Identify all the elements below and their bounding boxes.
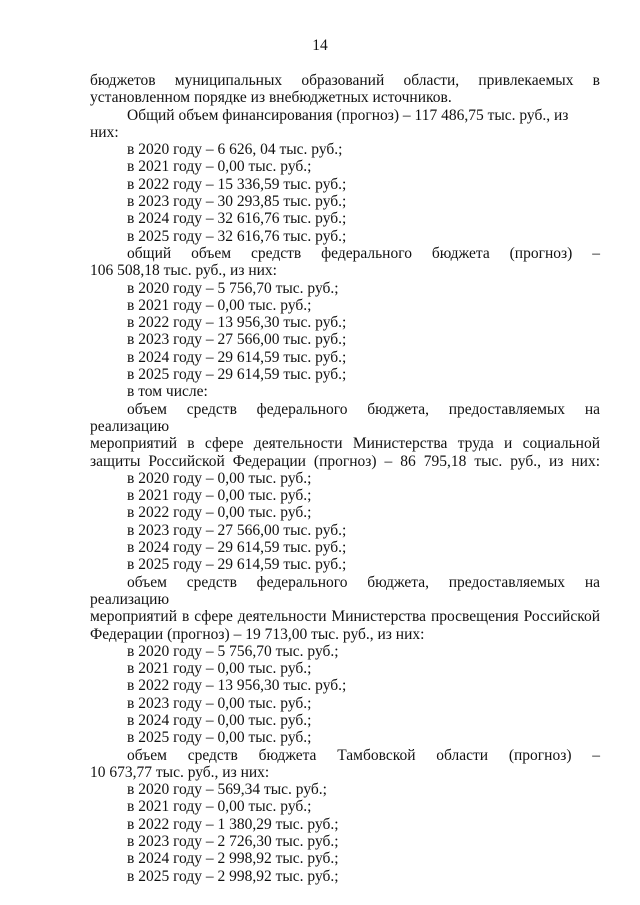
list-item: в 2020 году – 5 756,70 тыс. руб.; (127, 642, 339, 660)
text-line: 10 673,77 тыс. руб., из них: (90, 763, 270, 781)
list-item: в 2021 году – 0,00 тыс. руб.; (127, 798, 312, 816)
list-item: в 2021 году – 0,00 тыс. руб.; (127, 158, 312, 176)
list-item: в 2023 году – 27 566,00 тыс. руб.; (127, 521, 347, 539)
list-item: в 2023 году – 0,00 тыс. руб.; (127, 694, 312, 712)
list-item: в том числе: (127, 383, 208, 401)
list-item: в 2022 году – 15 336,59 тыс. руб.; (127, 175, 347, 193)
list-item: в 2023 году – 27 566,00 тыс. руб.; (127, 331, 347, 349)
list-item: в 2025 году – 32 616,76 тыс. руб.; (127, 227, 347, 245)
page-number: 14 (312, 37, 328, 54)
list-item: в 2024 году – 32 616,76 тыс. руб.; (127, 210, 347, 228)
list-item: в 2022 году – 13 956,30 тыс. руб.; (127, 677, 347, 695)
list-item: в 2021 году – 0,00 тыс. руб.; (127, 487, 312, 505)
text-line: Общий объем финансирования (прогноз) – 117 486,75 тыс. руб., из них: (90, 106, 569, 141)
list-item: в 2023 году – 2 726,30 тыс. руб.; (127, 833, 339, 851)
list-item: в 2021 году – 0,00 тыс. руб.; (127, 660, 312, 678)
list-item: в 2025 году – 0,00 тыс. руб.; (127, 729, 312, 747)
list-item: в 2020 году – 0,00 тыс. руб.; (127, 469, 312, 487)
text-line: мероприятий в сфере деятельности Министерства просвещения Российской (90, 608, 600, 626)
text-line: 106 508,18 тыс. руб., из них: (90, 262, 277, 280)
list-item: в 2021 году – 0,00 тыс. руб.; (127, 296, 312, 314)
list-item: в 2024 году – 29 614,59 тыс. руб.; (127, 539, 347, 557)
text-line: бюджетов муниципальных образований области, привлекаемых в (90, 72, 600, 89)
text-line: мероприятий в сфере деятельности Министерства труда и социальной (90, 435, 600, 453)
list-item: в 2020 году – 5 756,70 тыс. руб.; (127, 279, 339, 297)
text-line: установленном порядке из внебюджетных источников. (90, 89, 452, 107)
text-line: объем средств федерального бюджета, предоставляемых на реализацию (90, 400, 600, 435)
text-line: объем средств федерального бюджета, предоставляемых на реализацию (90, 573, 600, 608)
list-item: в 2025 году – 29 614,59 тыс. руб.; (127, 366, 347, 384)
text-line: общий объем средств федерального бюджета (прогноз) – (127, 244, 600, 262)
list-item: в 2025 году – 29 614,59 тыс. руб.; (127, 556, 347, 574)
text-line: Федерации (прогноз) – 19 713,00 тыс. руб., из них: (90, 625, 425, 643)
document-body (90, 72, 600, 885)
list-item: в 2024 году – 29 614,59 тыс. руб.; (127, 348, 347, 366)
list-item: в 2020 году – 6 626, 04 тыс. руб.; (127, 141, 343, 159)
text-line: объем средств бюджета Тамбовской области (прогноз) – (127, 746, 600, 764)
list-item: в 2020 году – 569,34 тыс. руб.; (127, 781, 327, 799)
list-item: в 2022 году – 0,00 тыс. руб.; (127, 504, 312, 522)
list-item: в 2022 году – 13 956,30 тыс. руб.; (127, 314, 347, 332)
list-item: в 2025 году – 2 998,92 тыс. руб.; (127, 867, 339, 885)
list-item: в 2024 году – 0,00 тыс. руб.; (127, 711, 312, 729)
text-line: защиты Российской Федерации (прогноз) – 86 795,18 тыс. руб., из них: (90, 452, 600, 470)
list-item: в 2023 году – 30 293,85 тыс. руб.; (127, 193, 347, 211)
list-item: в 2024 году – 2 998,92 тыс. руб.; (127, 850, 339, 868)
list-item: в 2022 году – 1 380,29 тыс. руб.; (127, 815, 339, 833)
